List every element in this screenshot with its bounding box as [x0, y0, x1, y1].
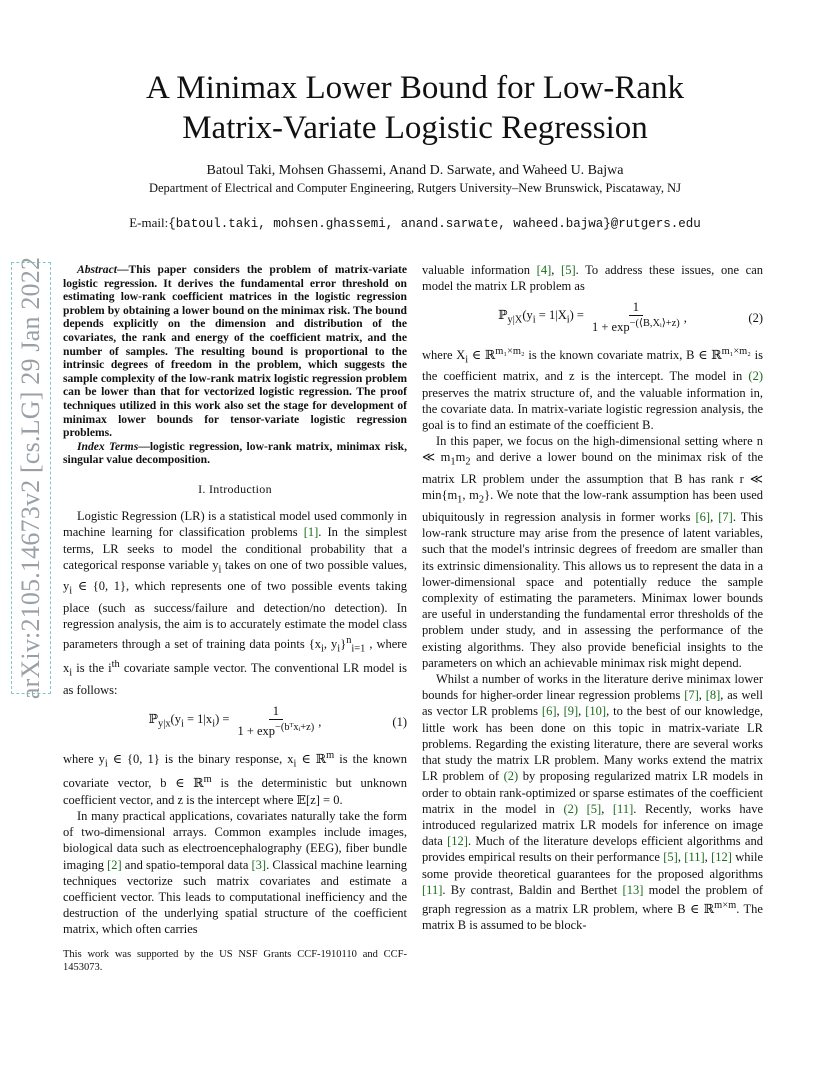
text-run: (y — [170, 712, 181, 727]
subscript: y|x — [158, 718, 171, 730]
subscript: 1 — [450, 456, 456, 468]
text-run: . To address these issues, one can model the matrix LR problem as — [422, 263, 764, 294]
text-run: , where x — [63, 636, 408, 676]
text-run: ) = — [569, 308, 584, 323]
text-run: , — [551, 263, 562, 277]
arxiv-stamp-text: arXiv:2105.14673v2 [cs.LG] 29 Jan 2022 — [16, 256, 45, 700]
comma: , — [318, 714, 322, 729]
citation-link[interactable]: [2] — [107, 857, 122, 872]
text-run: preserves the matrix structure of, and the valuable information in, the covariate data. In matrix-variate logistic regression analysis, the goal is to find an estimate of the coefficient B. — [422, 385, 763, 433]
subscript: y|X — [507, 314, 523, 326]
subscript: i — [212, 718, 216, 730]
text-run: . Classical machine learning techniques vectorize such matrix covariates and estimate a coefficient vector. This leads to computational inefficiency and the destruction of the underlying spatial structure of the coefficient matrix, which often carries — [63, 857, 408, 937]
text-run: and derive a lower bound on the minimax risk of the matrix LR problem under the assumption that B has rank r ≪ min{m — [422, 450, 764, 503]
index-terms-text: —logistic regression, low-rank matrix, minimax risk, singular value decomposition. — [63, 439, 407, 467]
citation-link[interactable]: [3] — [251, 857, 267, 872]
citation-link[interactable]: [12] — [447, 834, 468, 849]
affiliation: Department of Electrical and Computer Engineering, Rutgers University–New Brunswick, Piscataway, NJ — [148, 181, 682, 195]
subscript: i=1 — [351, 643, 366, 655]
author-list: Batoul Taki, Mohsen Ghassemi, Anand D. Sarwate, and Waheed U. Bajwa — [206, 163, 624, 178]
citation-link[interactable]: [7] — [684, 688, 699, 703]
text-run: ) = — [215, 712, 230, 727]
title-line-2: Matrix-Variate Logistic Regression — [182, 110, 648, 146]
text-run: 1 + exp — [591, 320, 630, 335]
subscript: i — [532, 314, 536, 326]
citation-link[interactable]: [11] — [422, 882, 443, 897]
citation-link[interactable]: [12] — [711, 850, 732, 865]
citation-link[interactable]: [13] — [622, 882, 644, 897]
text-run: is the coefficient matrix, and z is the intercept. The model in — [422, 347, 763, 384]
superscript: th — [111, 659, 120, 671]
email-label: E-mail: — [129, 215, 169, 230]
text-run: , — [601, 801, 613, 816]
text-run: m — [455, 450, 466, 465]
citation-link[interactable]: [6] — [695, 510, 711, 525]
title-line-1: A Minimax Lower Bound for Low-Rank — [145, 70, 684, 106]
text-run: , m — [462, 488, 479, 503]
paper-title — [60, 68, 770, 148]
where-paragraph — [63, 748, 407, 808]
subscript: 2 — [478, 494, 485, 506]
right-paragraph-3 — [422, 433, 763, 671]
equation-link[interactable]: (2) — [563, 801, 579, 816]
subscript: 2 — [465, 456, 471, 468]
intro-paragraph-1 — [63, 508, 407, 698]
text-run: where X — [422, 347, 466, 362]
subscript: i — [218, 564, 222, 576]
email-line — [60, 215, 770, 231]
equation-1 — [63, 704, 407, 739]
denominator — [233, 720, 318, 739]
text-run: ∈ {0, 1}, which represents one of two possible events taking place (such as success/failure and detection/no detection). In regression analysis, the aim is to accurately estimate the model class parameters through a set of training data points {x — [63, 579, 407, 651]
text-run: while some provide theoretical guarantees for the proposed algorithms — [422, 850, 763, 881]
text-run: 1 + exp — [237, 724, 276, 739]
subscript: i — [69, 668, 73, 680]
citation-link[interactable]: [10] — [585, 704, 607, 719]
text-run: . By contrast, Baldin and Berthet — [442, 882, 623, 897]
subscript: 1 — [457, 494, 463, 506]
citation-link[interactable]: [5] — [586, 801, 602, 816]
superscript: −(bᵀxᵢ+z) — [275, 722, 315, 734]
right-column — [422, 262, 763, 933]
left-column — [63, 263, 407, 938]
superscript: n — [346, 634, 352, 646]
citation-link[interactable]: [5] — [561, 263, 576, 277]
text-run: covariate sample vector. The conventional LR model is as follows: — [63, 661, 407, 698]
abstract-label: Abstract — [77, 263, 117, 276]
text-run: = 1|x — [183, 712, 213, 727]
equation-2 — [422, 300, 763, 335]
superscript: m₁×m₂ — [721, 345, 751, 357]
abstract — [63, 263, 407, 440]
text-run: } — [340, 636, 347, 651]
text-run: , — [677, 850, 685, 865]
text-run: . The matrix B is assumed to be block- — [422, 902, 763, 933]
text-run: ∈ ℝ — [468, 347, 496, 362]
text-run: is the known covariate matrix, B ∈ ℝ — [524, 347, 722, 362]
arxiv-stamp[interactable] — [11, 256, 51, 700]
text-run: where y — [63, 751, 105, 766]
subscript: i — [321, 643, 324, 655]
right-paragraph-1 — [422, 262, 763, 294]
denominator — [588, 316, 684, 335]
superscript: m×m — [714, 899, 737, 911]
text-run — [578, 802, 587, 816]
equation-number: (2) — [748, 310, 763, 325]
text-run: , y — [323, 636, 338, 651]
text-run: ∈ ℝ — [296, 751, 327, 766]
text-run: takes on one of two possible values, y — [63, 557, 408, 594]
text-run: , — [578, 704, 586, 719]
text-run: Whilst a number of works in the literature derive minimax lower bounds for higher-order linear regression problems — [422, 672, 763, 703]
citation-link[interactable]: [9] — [563, 704, 579, 719]
numerator: 1 — [629, 300, 643, 316]
abstract-text: —This paper considers the problem of matrix-variate logistic regression. It derives the fundamental error threshold on estimating low-rank coefficient matrices in the logistic regression problem by obtaining a lower bound on the minimax risk. The bound depends explicitly on the dimension and distribution of the covariates, the rank and energy of the coefficient matrix, and the number of samples. The resulting bound is proportional to the intrinsic degrees of freedom in the problem, which suggests the sample complexity of the low-rank matrix logistic regression problem can be lower than that for vectorized logistic regression. The proof techniques utilized in this work also set the stage for development of minimax lower bounds for tensor-variate logistic regression problems. — [63, 263, 407, 440]
text-run: model the problem of graph regression as a matrix LR problem, where B ∈ ℝ — [422, 882, 763, 917]
text-run: }. We note that the low-rank assumption has been used ubiquitously in regression analysis in former works — [422, 488, 763, 525]
footnote: This work was supported by the US NSF Grants CCF-1910110 and CCF-1453073. — [63, 949, 407, 973]
section-heading: I. Introduction — [198, 481, 272, 496]
text-run: = 1|X — [535, 308, 567, 323]
text-run: In many practical applications, covariates naturally take the form of two-dimensional arrays. Common examples include images, biological data such as electroencephalography (EEG), fiber bundle imaging — [63, 809, 407, 872]
right-paragraph-2 — [422, 344, 763, 434]
citation-link[interactable]: [11] — [684, 850, 705, 865]
equation-link[interactable]: (2) — [748, 369, 763, 384]
citation-link[interactable]: [8] — [705, 688, 721, 703]
text-run: , to the best of our knowledge, little work has been done on this topic in matrix-variate LR problems. Regarding the existing literature, there are several works that study the matrix LR problem. Many works extend the matrix LR problem of — [422, 704, 764, 784]
text-run: valuable information — [422, 263, 537, 277]
citation-link[interactable]: [6] — [541, 704, 557, 719]
subscript: i — [293, 758, 297, 770]
math-symbol: ℙ — [498, 308, 508, 323]
text-run: , — [710, 510, 719, 525]
subscript: i — [104, 758, 108, 770]
eq2-lhs — [498, 307, 584, 329]
equation-link[interactable]: (2) — [503, 769, 519, 784]
email-addresses: {batoul.taki, mohsen.ghassemi, anand.sarwate, waheed.bajwa}@rutgers.edu — [168, 217, 701, 231]
text-run: Logistic Regression (LR) is a statistical model used commonly in machine learning for classification problems — [63, 509, 407, 540]
text-run: . Much of the literature develops efficient algorithms and provides empirical results on their performance — [422, 834, 763, 865]
text-run: , as well as vector LR problems — [422, 688, 763, 719]
numerator: 1 — [269, 704, 283, 720]
text-run: In this paper, we focus on the high-dimensional setting where n ≪ m — [422, 434, 763, 465]
text-run: , — [698, 688, 706, 703]
equation-number: (1) — [392, 714, 407, 729]
comma: , — [683, 310, 687, 325]
superscript: m₁×m₂ — [495, 345, 525, 357]
text-run: . Recently, works have introduced regularized matrix LR models for inference on image data — [422, 801, 763, 849]
text-run: (y — [522, 308, 533, 323]
text-run: is the deterministic but unknown coefficient vector, and z is the intercept where 𝔼[z] = 0. — [63, 776, 407, 807]
eq2-fraction — [588, 300, 684, 335]
right-paragraph-4 — [422, 671, 763, 933]
citation-link[interactable]: [11] — [612, 801, 634, 816]
intro-paragraph-2 — [63, 808, 407, 938]
text-run: by proposing regularized matrix LR models in order to obtain rank-optimized or sparse estimates of the coefficient matrix in the model in — [422, 769, 763, 816]
subscript: i — [69, 585, 73, 597]
text-run: ∈ {0, 1} is the binary response, x — [107, 751, 294, 766]
citation-link[interactable]: [1] — [303, 525, 319, 540]
text-run: is the i — [72, 661, 112, 676]
citation-link[interactable]: [4] — [536, 263, 552, 277]
superscript: m — [326, 749, 335, 761]
eq1-fraction — [233, 704, 318, 739]
superscript: m — [203, 774, 212, 786]
subscript: i — [465, 354, 469, 366]
text-run: , — [556, 704, 564, 719]
text-run: . This low-rank structure may arise from the presence of latent variables, such that the model's intrinsic degrees of freedom are smaller than its extrinsic dimensionality. This allows us to represent the data in a lower-dimensional space and potentially reduce the sample complexity of estimating the parameters. Minimax lower bounds are useful in understanding the fundamental error thresholds of the problem under study, and in assessing the performance of the existing algorithms. They also provide beneficial insights to the parameters on which an achievable minimax risk might depend. — [422, 510, 763, 670]
text-run: and spatio-temporal data — [121, 857, 252, 872]
index-terms-label: Index Terms — [77, 439, 139, 453]
subscript: i — [566, 314, 570, 326]
text-run: . In the simplest terms, LR seeks to model the conditional probability that a categorical response variable y — [63, 525, 407, 572]
superscript: −(⟨B,Xᵢ⟩+z) — [629, 318, 680, 330]
index-terms — [63, 440, 407, 467]
eq1-lhs — [149, 711, 230, 733]
subscript: i — [337, 643, 341, 655]
text-run: is the known covariate vector, b ∈ ℝ — [63, 751, 407, 791]
math-symbol: ℙ — [148, 712, 159, 727]
citation-link[interactable]: [7] — [718, 510, 733, 525]
text-run: , — [704, 850, 712, 865]
subscript: i — [180, 718, 184, 730]
citation-link[interactable]: [5] — [663, 850, 678, 865]
